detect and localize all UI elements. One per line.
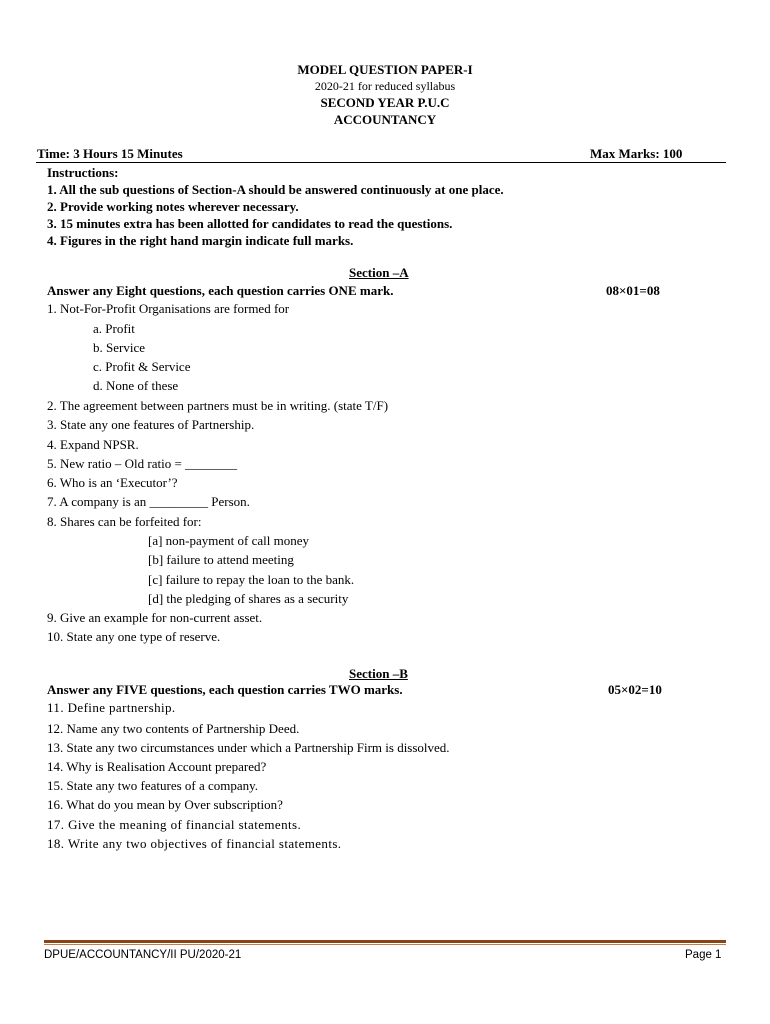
question-12: 12. Name any two contents of Partnership Deed. (47, 721, 300, 736)
question-4: 4. Expand NPSR. (47, 437, 139, 452)
instruction-item: 4. Figures in the right hand margin indicate full marks. (47, 233, 354, 248)
question-17: 17. Give the meaning of financial statements. (47, 817, 302, 832)
section-b-title: Section –B (349, 666, 408, 681)
question-2: 2. The agreement between partners must be in writing. (state T/F) (47, 398, 389, 413)
subject-name: ACCOUNTANCY (333, 112, 437, 127)
option-a: a. Profit (93, 321, 135, 336)
class-name: SECOND YEAR P.U.C (320, 95, 450, 110)
question-14: 14. Why is Realisation Account prepared? (47, 759, 267, 774)
question-15: 15. State any two features of a company. (47, 778, 259, 793)
question-11: 11. Define partnership. (47, 700, 176, 715)
page-number: Page 1 (685, 949, 722, 961)
instruction-item: 1. All the sub questions of Section-A should be answered continuously at one place. (47, 182, 504, 197)
section-a-instruction: Answer any Eight questions, each question carries ONE mark. (47, 283, 394, 298)
question-6: 6. Who is an ‘Executor’? (47, 475, 178, 490)
question-9: 9. Give an example for non-current asset. (47, 610, 263, 625)
option-c: c. Profit & Service (93, 359, 191, 374)
instruction-item: 3. 15 minutes extra has been allotted for candidates to read the questions. (47, 216, 453, 231)
question-7: 7. A company is an _________ Person. (47, 494, 250, 509)
question-16: 16. What do you mean by Over subscription? (47, 797, 283, 812)
question-5: 5. New ratio – Old ratio = ________ (47, 456, 238, 471)
option-b: [b] failure to attend meeting (148, 552, 294, 567)
max-marks: Max Marks: 100 (590, 146, 683, 161)
instruction-item: 2. Provide working notes wherever necessary. (47, 199, 299, 214)
footer-rule-thin (44, 944, 726, 945)
section-a-title: Section –A (349, 265, 409, 280)
question-13: 13. State any two circumstances under which a Partnership Firm is dissolved. (47, 740, 450, 755)
option-d: d. None of these (93, 378, 179, 393)
footer-reference: DPUE/ACCOUNTANCY/II PU/2020-21 (44, 949, 242, 961)
instructions-heading: Instructions: (47, 165, 119, 180)
time-allowed: Time: 3 Hours 15 Minutes (37, 146, 183, 161)
option-b: b. Service (93, 340, 145, 355)
footer-rule (44, 940, 726, 943)
question-3: 3. State any one features of Partnership. (47, 417, 255, 432)
option-a: [a] non-payment of call money (148, 533, 309, 548)
section-b-marks: 05×02=10 (608, 682, 662, 697)
question-1: 1. Not-For-Profit Organisations are formed for (47, 301, 290, 316)
question-8: 8. Shares can be forfeited for: (47, 514, 202, 529)
question-10: 10. State any one type of reserve. (47, 629, 221, 644)
option-c: [c] failure to repay the loan to the bank. (148, 572, 355, 587)
header-divider (36, 162, 726, 163)
section-b-instruction: Answer any FIVE questions, each question carries TWO marks. (47, 682, 403, 697)
section-a-marks: 08×01=08 (606, 283, 660, 298)
paper-title: MODEL QUESTION PAPER-I (297, 62, 473, 77)
option-d: [d] the pledging of shares as a security (148, 591, 349, 606)
question-18: 18. Write any two objectives of financial statements. (47, 836, 342, 851)
paper-subtitle: 2020-21 for reduced syllabus (314, 79, 456, 93)
